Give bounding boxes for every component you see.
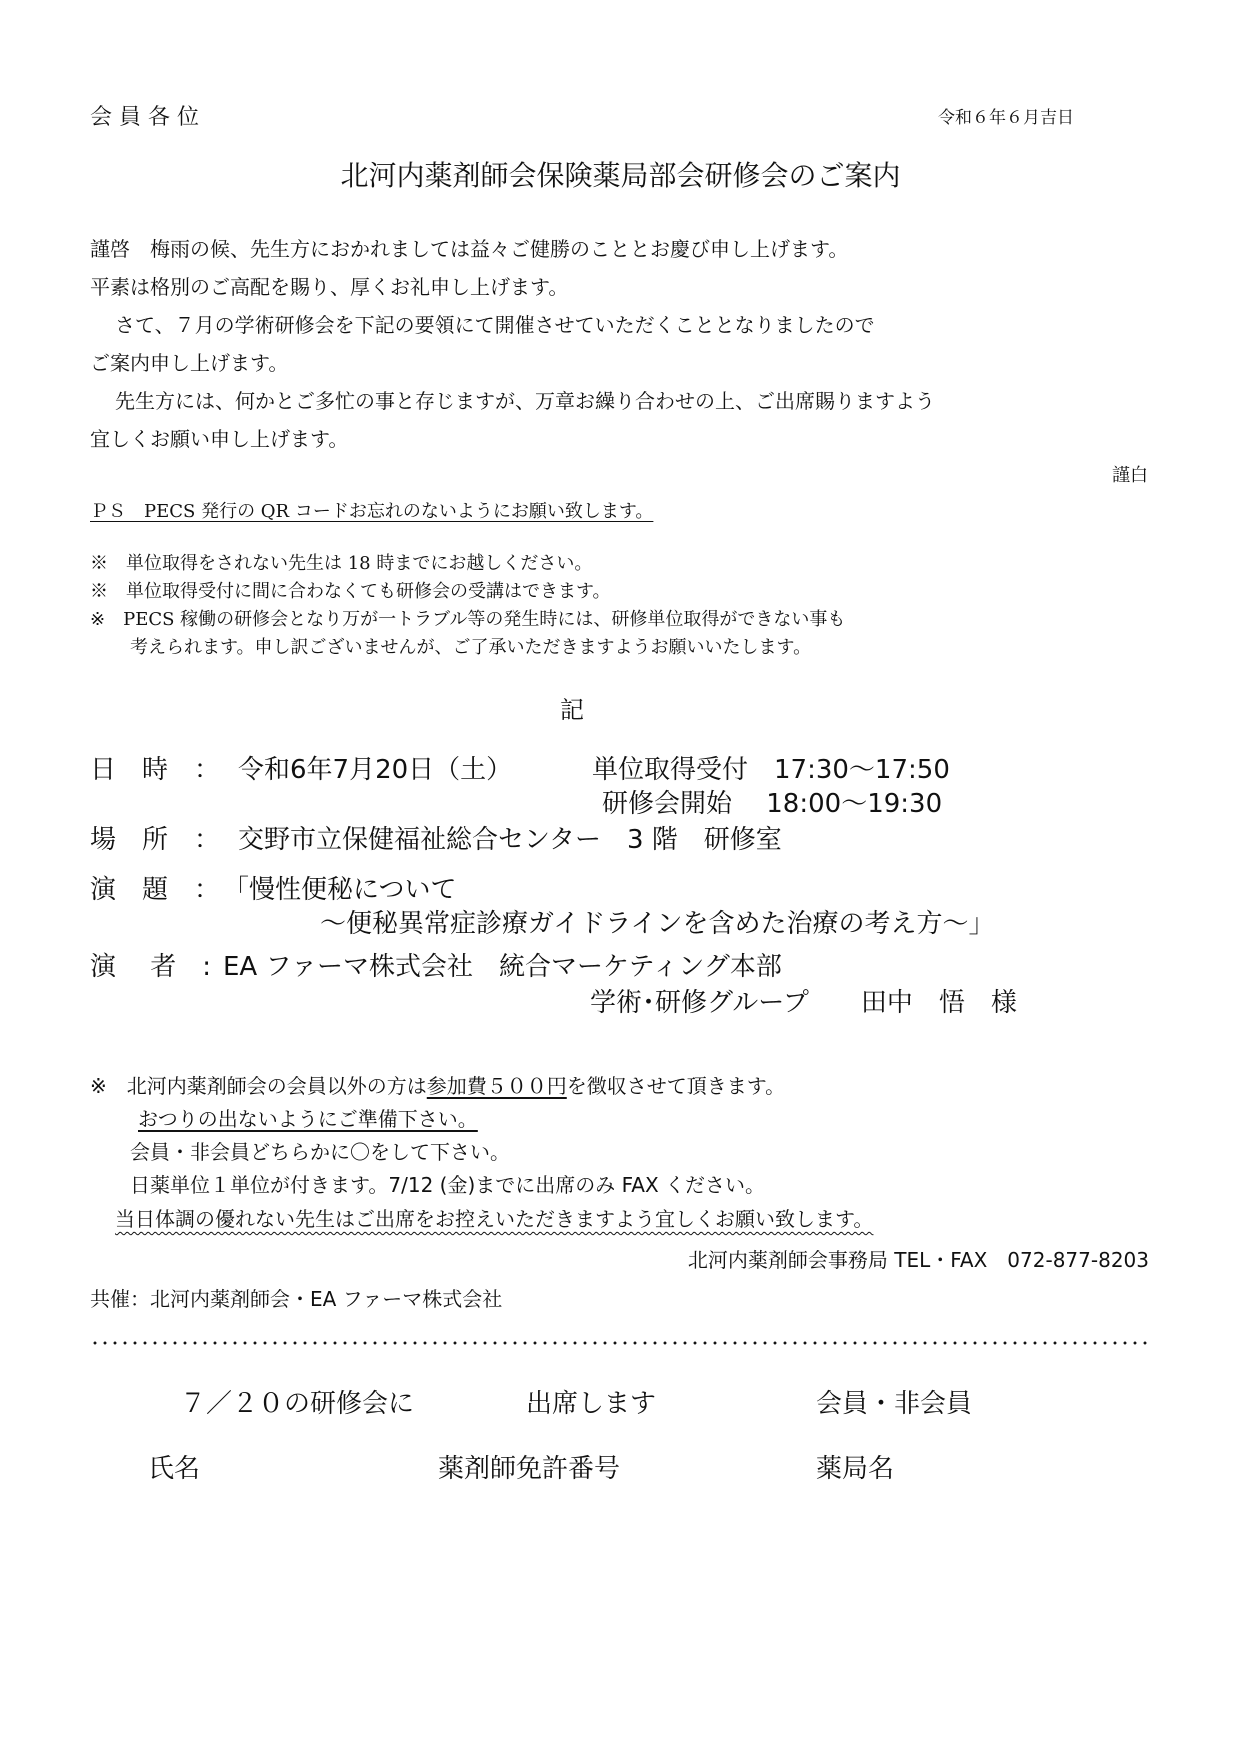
ps-note: ＰＳ PECS 発行の QR コードお忘れのないようにお願い致します。: [90, 501, 654, 522]
datetime-value: 令和6年7月20日（土）: [238, 755, 513, 785]
reception-time: 単位取得受付 17:30〜17:50: [592, 755, 950, 785]
reply-license-label: 薬剤師免許番号: [438, 1454, 621, 1484]
fee-suffix: を徴収させて頂きます。: [566, 1074, 786, 1098]
issue-date: 令和６年６月吉日: [938, 108, 1074, 128]
topic-line-2: 〜便秘異常症診療ガイドラインを含めた治療の考え方〜」: [320, 909, 995, 939]
cohost: 共催：北河内薬剤師会・EA ファーマ株式会社: [90, 1287, 503, 1311]
fee-line-3: 会員・非会員どちらかに〇をして下さい。: [130, 1140, 510, 1164]
topic-label: 演 題 ：: [90, 875, 221, 905]
reply-seminar: ７／２０の研修会に: [180, 1389, 415, 1419]
fee-line-2: おつりの出ないようにご準備下さい。: [138, 1107, 478, 1131]
intro-line-3: さて、７月の学術研修会を下記の要領にて開催させていただくこととなりましたので: [115, 313, 875, 337]
speaker-line-1: EA ファーマ株式会社 統合マーケティング本部: [223, 952, 782, 982]
intro-line-6: 宜しくお願い申し上げます。: [90, 427, 349, 451]
reply-pharmacy-label: 薬局名: [816, 1454, 895, 1484]
speaker-label: 演 者 :: [90, 952, 212, 982]
fee-prefix: ※ 北河内薬剤師会の会員以外の方は: [90, 1074, 427, 1098]
closing-word: 謹白: [1112, 465, 1148, 486]
fee-line-5: 当日体調の優れない先生はご出席をお控えいただきますよう宜しくお願い致します。: [115, 1207, 874, 1231]
cut-line: [90, 1340, 1150, 1346]
topic-line-1: 「慢性便秘について: [223, 875, 457, 905]
fee-line-4: 日薬単位１単位が付きます。7/12 (金)までに出席のみ FAX ください。: [130, 1173, 766, 1197]
page-title: 北河内薬剤師会保険薬局部会研修会のご案内: [340, 159, 901, 192]
reply-attend[interactable]: 出席します: [526, 1389, 657, 1419]
reply-member-choice[interactable]: 会員・非会員: [816, 1389, 973, 1419]
speaker-line-2: 学術･研修グループ 田中 悟 様: [590, 988, 1017, 1018]
note-3-continued: 考えられます。申し訳ございませんが、ご了承いただきますようお願いいたします。: [130, 637, 812, 658]
note-2: ※ 単位取得受付に間に合わなくても研修会の受講はできます。: [90, 581, 611, 602]
note-3: ※ PECS 稼働の研修会となり万が一トラブル等の発生時には、研修単位取得ができない事も: [90, 609, 846, 630]
intro-line-4: ご案内申し上げます。: [90, 351, 289, 375]
intro-line-5: 先生方には、何かとご多忙の事と存じますが、万章お繰り合わせの上、ご出席賜りますよう: [115, 389, 935, 413]
start-time: 研修会開始 18:00〜19:30: [602, 789, 943, 819]
place-label: 場 所 ：: [90, 825, 221, 855]
recipient: 会 員 各 位: [90, 105, 199, 130]
place-value: 交野市立保健福祉総合センター 3 階 研修室: [238, 825, 782, 855]
fee-line-1: [90, 1070, 785, 1099]
intro-line-2: 平素は格別のご高配を賜り、厚くお礼申し上げます。: [90, 275, 569, 299]
intro-line-1: 謹啓 梅雨の候、先生方におかれましては益々ご健勝のこととお慶び申し上げます。: [90, 237, 849, 261]
note-1: ※ 単位取得をされない先生は 18 時までにお越しください。: [90, 553, 593, 574]
fee-amount: 参加費５００円: [426, 1074, 567, 1098]
datetime-label: 日 時 ：: [90, 755, 221, 785]
contact-info: 北河内薬剤師会事務局 TEL・FAX 072-877-8203: [687, 1248, 1149, 1272]
ki-heading: 記: [560, 696, 584, 724]
reply-name-label: 氏名: [148, 1454, 201, 1484]
